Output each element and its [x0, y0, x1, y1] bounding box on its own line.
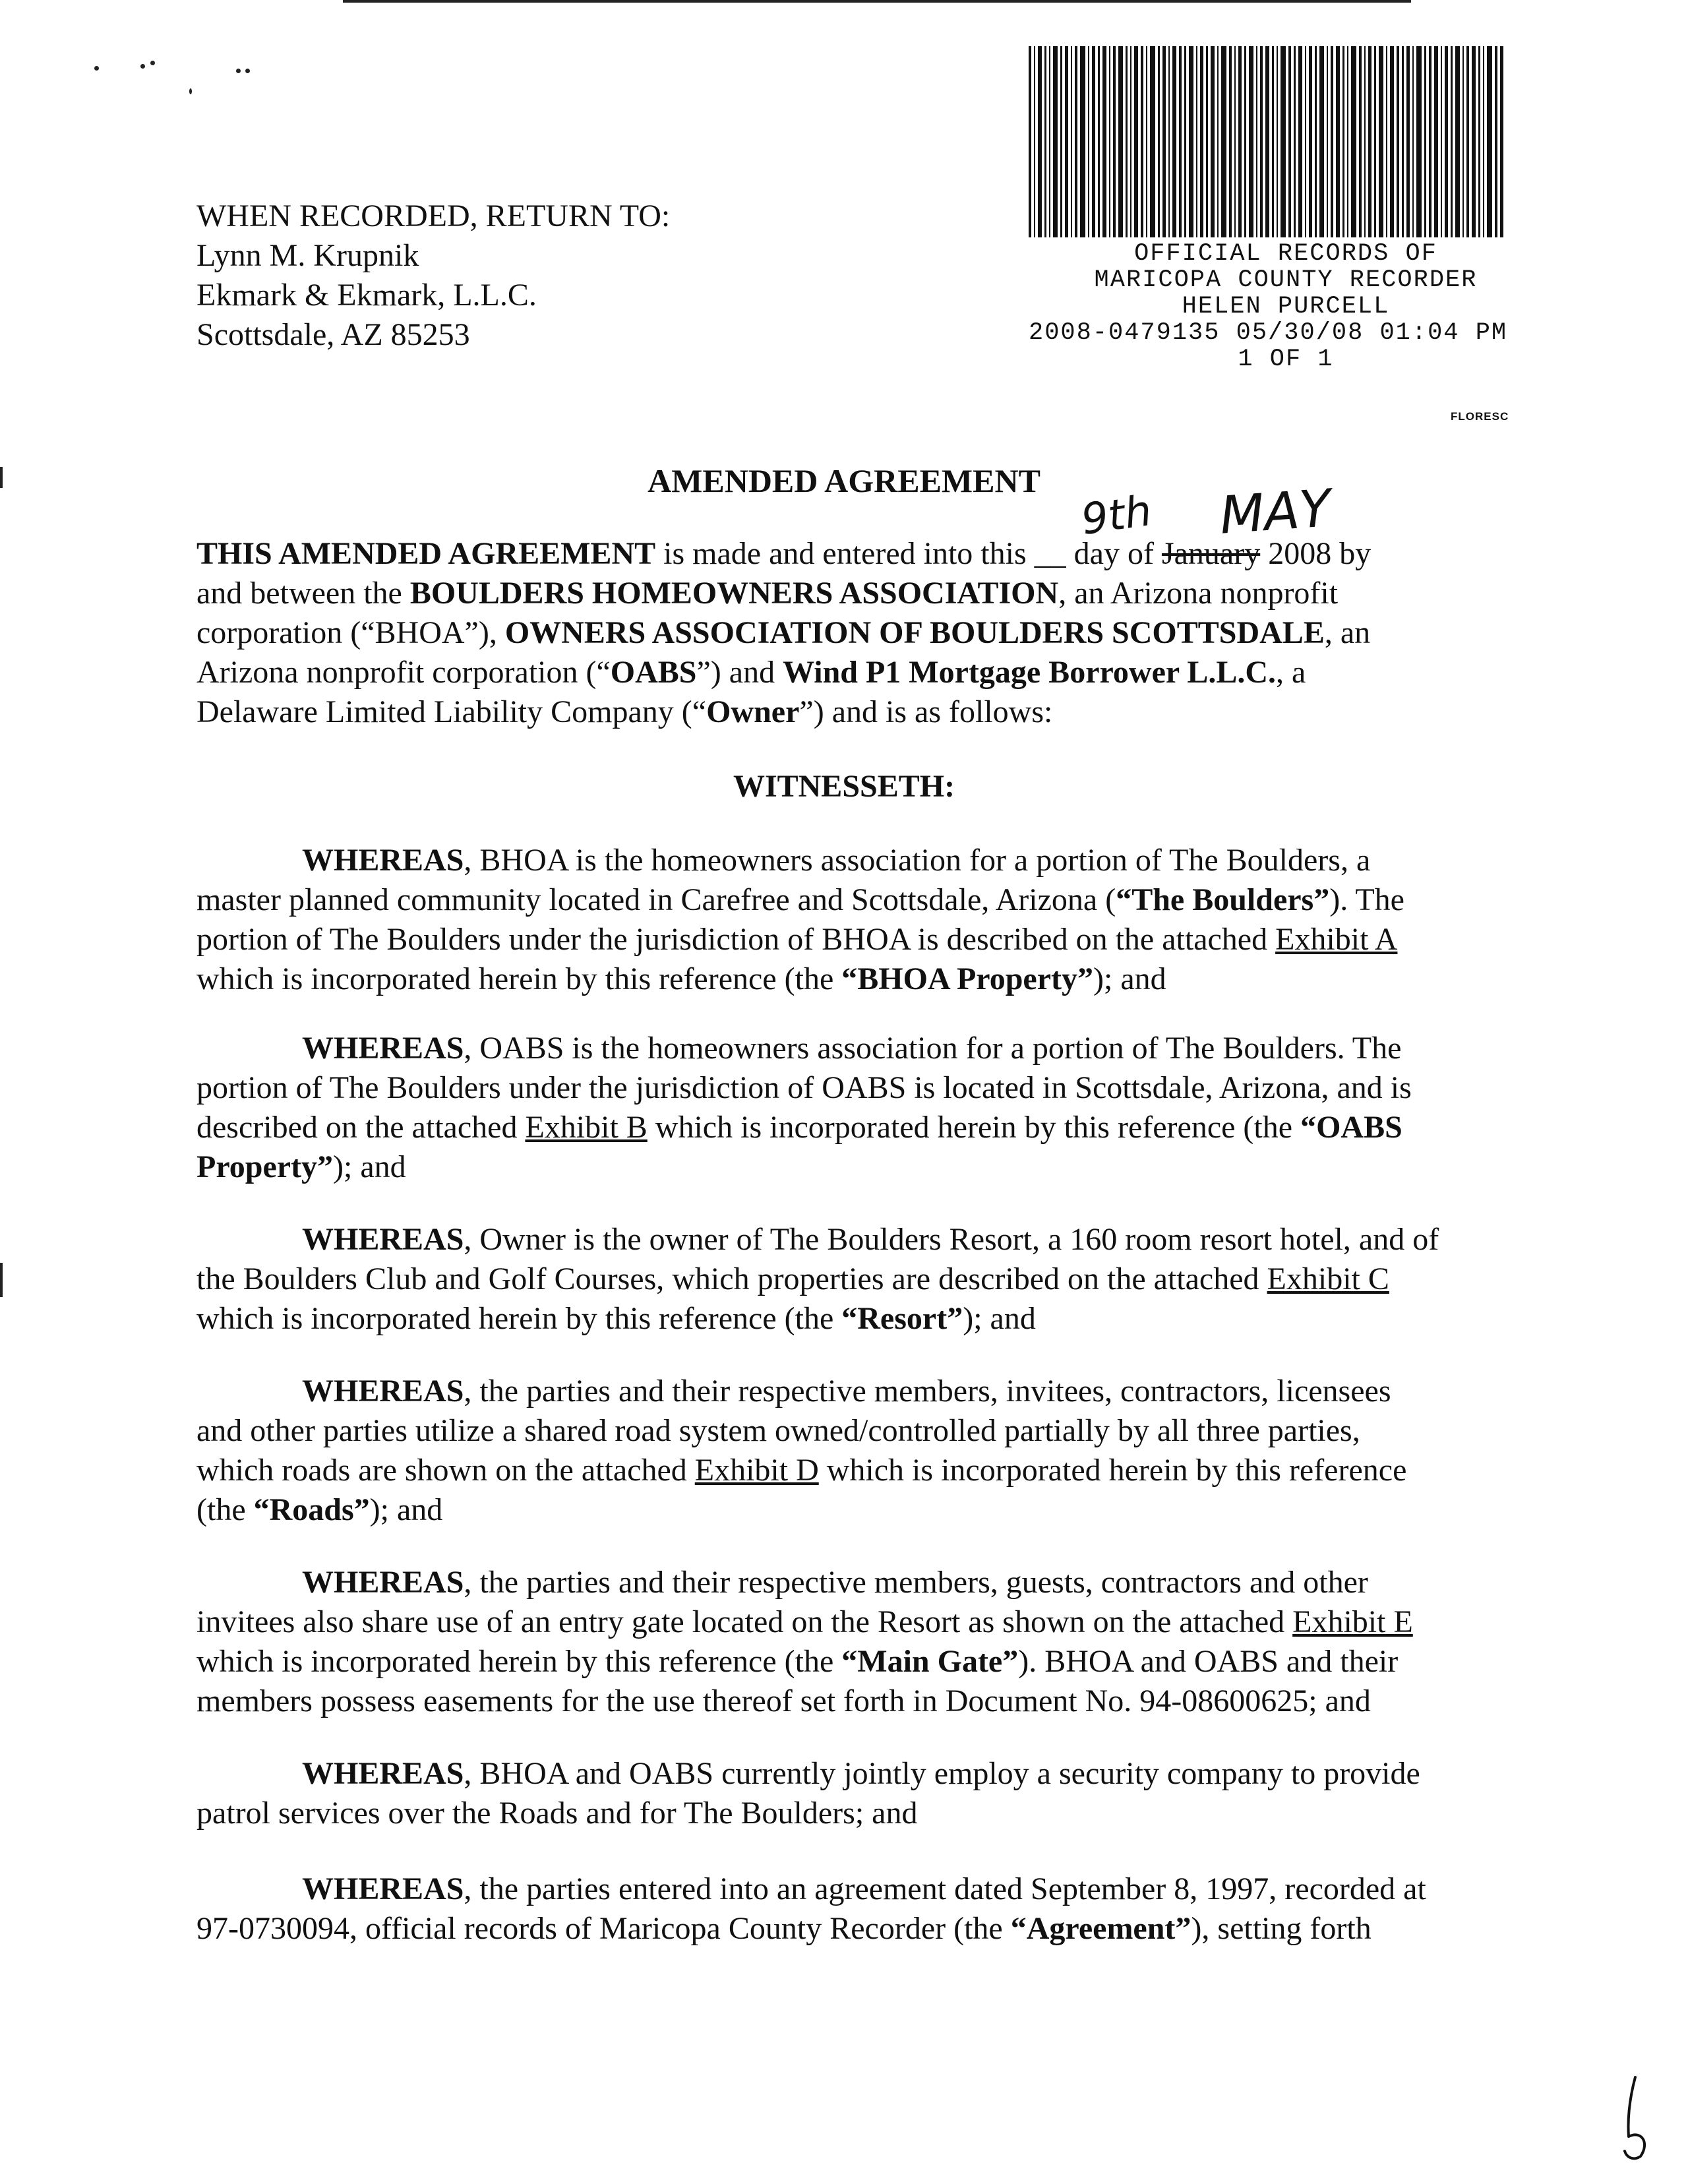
return-city: Scottsdale, AZ 85253 — [196, 317, 470, 352]
handwritten-month: MAY — [1218, 479, 1333, 546]
recorder-line-1: OFFICIAL RECORDS OF — [1134, 240, 1437, 268]
top-scan-edge — [343, 0, 1411, 3]
handwritten-day: 9th — [1078, 486, 1155, 545]
intro-text: Arizona nonprofit corporation (“ — [196, 655, 611, 690]
intro-text: Delaware Limited Liability Company (“ — [196, 694, 707, 729]
intro-text: is made and entered into this __ day of — [655, 536, 1162, 571]
defined-term: “Resort” — [841, 1301, 963, 1336]
defined-term: Owner — [706, 694, 800, 729]
clause-text: which is incorporated herein by this reference — [818, 1453, 1407, 1488]
exhibit-reference: Exhibit A — [1275, 922, 1398, 957]
clause-text: ), setting forth — [1191, 1911, 1372, 1946]
handwritten-initial-mark — [1609, 2071, 1662, 2163]
defined-term: “Roads” — [253, 1492, 370, 1527]
exhibit-reference: Exhibit E — [1292, 1604, 1413, 1639]
scan-speck — [245, 69, 250, 73]
page-count: 1 OF 1 — [1238, 346, 1334, 373]
clause-text: , the parties and their respective members, guests, contractors and other — [464, 1565, 1368, 1600]
whereas-label: WHEREAS — [302, 1222, 464, 1257]
whereas-paragraph-6 — [196, 1754, 1489, 1833]
clause-text: patrol services over the Roads and for The Boulders; and — [196, 1796, 918, 1831]
scan-speck — [150, 61, 155, 65]
clause-text: , the parties entered into an agreement dated September 8, 1997, recorded at — [464, 1871, 1426, 1906]
defined-term: Property” — [196, 1149, 334, 1184]
return-address-block — [196, 197, 670, 355]
scan-speck — [94, 66, 99, 71]
whereas-label: WHEREAS — [302, 1871, 464, 1906]
clause-text: , Owner is the owner of The Boulders Resort, a 160 room resort hotel, and of — [464, 1222, 1439, 1257]
intro-text: , an Arizona nonprofit — [1058, 576, 1339, 611]
whereas-label: WHEREAS — [302, 1031, 464, 1066]
intro-paragraph — [196, 534, 1489, 732]
intro-text: ”) and is as follows: — [799, 694, 1053, 729]
clause-text: portion of The Boulders under the jurisdiction of OABS is located in Scottsdale, Arizona, and is — [196, 1070, 1412, 1105]
defined-term: “Agreement” — [1010, 1911, 1191, 1946]
clause-text: , BHOA and OABS currently jointly employ a security company to provide — [464, 1756, 1420, 1791]
clause-text: ); and — [1093, 961, 1166, 996]
intro-lead: THIS AMENDED AGREEMENT — [196, 536, 656, 571]
whereas-paragraph-2 — [196, 1029, 1489, 1187]
intro-text: 2008 by — [1260, 536, 1372, 571]
clerk-code: FLORESC — [1451, 410, 1509, 423]
defined-term: “Main Gate” — [841, 1644, 1019, 1679]
whereas-label: WHEREAS — [302, 1756, 464, 1791]
recording-number: 2008-0479135 05/30/08 01:04 PM — [1029, 319, 1508, 347]
clause-text: and other parties utilize a shared road system owned/controlled partially by all three parties, — [196, 1413, 1360, 1448]
clause-text: which is incorporated herein by this reference (the — [196, 961, 842, 996]
recorder-stamp — [1015, 241, 1556, 373]
whereas-paragraph-7 — [196, 1869, 1489, 1949]
clause-text: 97-0730094, official records of Maricopa County Recorder (the — [196, 1911, 1011, 1946]
whereas-label: WHEREAS — [302, 1565, 464, 1600]
witnesseth-heading: WITNESSETH: — [733, 769, 955, 804]
defined-term: “OABS — [1300, 1110, 1402, 1145]
clause-text: (the — [196, 1492, 254, 1527]
party-oabs: OWNERS ASSOCIATION OF BOULDERS SCOTTSDALE — [504, 615, 1325, 650]
defined-term: OABS — [610, 655, 697, 690]
intro-text: ”) and — [696, 655, 783, 690]
return-name: Lynn M. Krupnik — [196, 238, 419, 273]
whereas-paragraph-1 — [196, 841, 1489, 999]
whereas-label: WHEREAS — [302, 843, 464, 878]
clause-text: ). The — [1329, 882, 1404, 917]
intro-text: , a — [1276, 655, 1306, 690]
whereas-label: WHEREAS — [302, 1374, 464, 1409]
clause-text: members possess easements for the use thereof set forth in Document No. 94-08600625; and — [196, 1684, 1371, 1718]
exhibit-reference: Exhibit C — [1267, 1261, 1389, 1296]
defined-term: “BHOA Property” — [841, 961, 1094, 996]
clause-text: the Boulders Club and Golf Courses, which properties are described on the attached — [196, 1261, 1267, 1296]
barcode-image — [1029, 46, 1503, 237]
clause-text: which is incorporated herein by this reference (the — [196, 1644, 842, 1679]
clause-text: ); and — [369, 1492, 443, 1527]
struck-month: January — [1161, 536, 1261, 571]
clause-text: ). BHOA and OABS and their — [1018, 1644, 1399, 1679]
exhibit-reference: Exhibit D — [694, 1453, 819, 1488]
whereas-paragraph-4 — [196, 1372, 1489, 1530]
recorder-line-2: MARICOPA COUNTY RECORDER — [1094, 266, 1478, 294]
scan-speck — [236, 69, 241, 73]
margin-mark — [0, 1263, 3, 1297]
clause-text: ); and — [963, 1301, 1036, 1336]
intro-text: and between the — [196, 576, 410, 611]
intro-text: , an — [1324, 615, 1371, 650]
clause-text: which roads are shown on the attached — [196, 1453, 695, 1488]
defined-term: “The Boulders” — [1116, 882, 1330, 917]
exhibit-reference: Exhibit B — [525, 1110, 648, 1145]
clause-text: master planned community located in Carefree and Scottsdale, Arizona ( — [196, 882, 1116, 917]
document-title: AMENDED AGREEMENT — [648, 462, 1040, 499]
return-firm: Ekmark & Ekmark, L.L.C. — [196, 278, 537, 313]
clause-text: , the parties and their respective members, invitees, contractors, licensees — [464, 1374, 1391, 1409]
clause-text: invitees also share use of an entry gate located on the Resort as shown on the attached — [196, 1604, 1293, 1639]
clause-text: , BHOA is the homeowners association for a portion of The Boulders, a — [464, 843, 1371, 878]
whereas-paragraph-5 — [196, 1563, 1489, 1721]
intro-text: corporation (“BHOA”), — [196, 615, 505, 650]
scan-speck — [140, 64, 145, 69]
clause-text: which is incorporated herein by this reference (the — [196, 1301, 842, 1336]
party-owner: Wind P1 Mortgage Borrower L.L.C. — [783, 655, 1277, 690]
return-to-label: WHEN RECORDED, RETURN TO: — [196, 198, 671, 233]
clause-text: , OABS is the homeowners association for a portion of The Boulders. The — [464, 1031, 1402, 1066]
clause-text: described on the attached — [196, 1110, 526, 1145]
recorder-line-3: HELEN PURCELL — [1182, 293, 1390, 320]
party-bhoa: BOULDERS HOMEOWNERS ASSOCIATION — [409, 576, 1059, 611]
scan-speck — [189, 88, 192, 94]
whereas-paragraph-3 — [196, 1220, 1489, 1339]
clause-text: which is incorporated herein by this reference (the — [647, 1110, 1301, 1145]
clause-text: portion of The Boulders under the jurisdiction of BHOA is described on the attached — [196, 922, 1276, 957]
clause-text: ); and — [333, 1149, 406, 1184]
